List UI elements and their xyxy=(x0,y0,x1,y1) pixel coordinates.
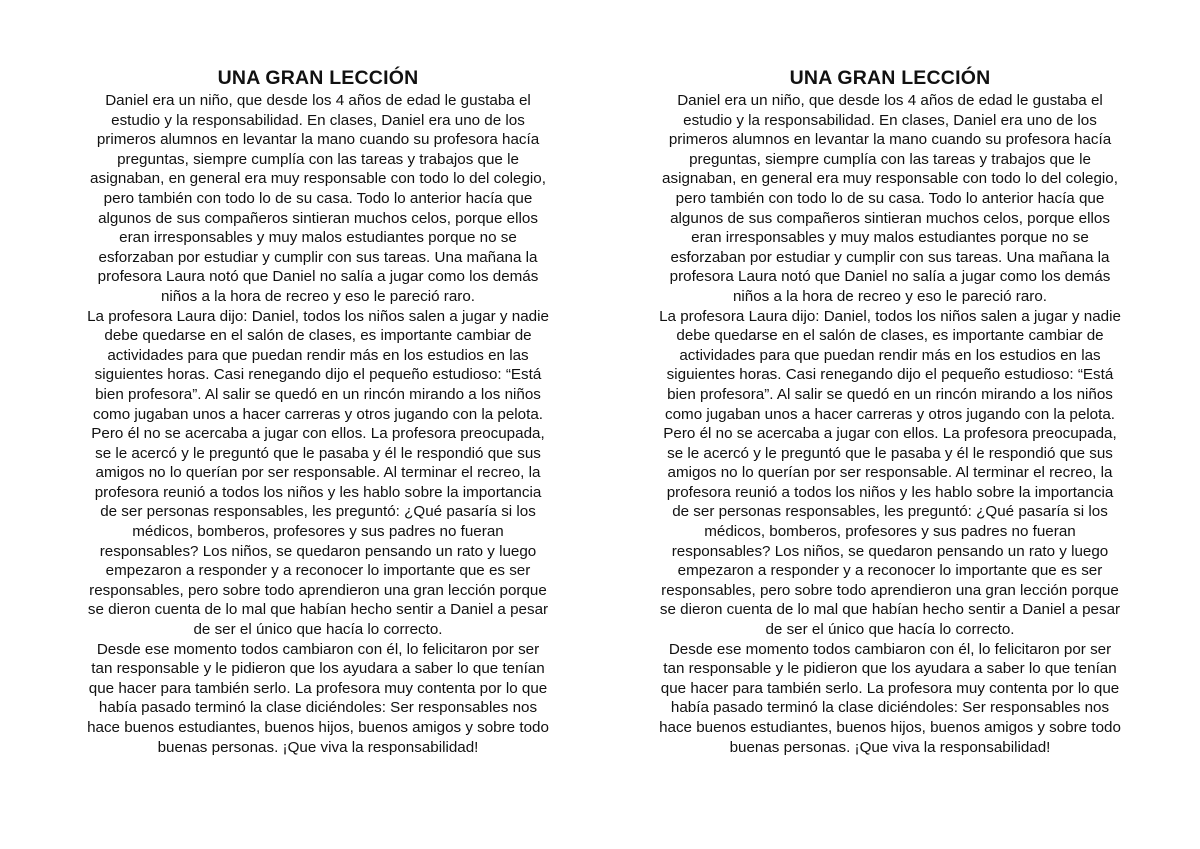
text-line: médicos, bomberos, profesores y sus padres no fueran xyxy=(704,523,1076,541)
text-line: de ser personas responsables, les preguntó: ¿Qué pasaría si los xyxy=(100,503,536,521)
text-line: eran irresponsables y muy malos estudiantes porque no se xyxy=(691,229,1089,247)
text-line: La profesora Laura dijo: Daniel, todos los niños salen a jugar y nadie xyxy=(659,307,1121,325)
text-line: asignaban, en general era muy responsable con todo lo del colegio, xyxy=(662,170,1118,188)
text-line: hace buenos estudiantes, buenos hijos, buenos amigos y sobre todo xyxy=(87,719,549,736)
text-line: responsables, pero sobre todo aprendieron una gran lección porque xyxy=(89,581,547,599)
text-line: niños a la hora de recreo y eso le pareció raro. xyxy=(160,287,476,305)
story-body xyxy=(630,91,1150,757)
text-line: actividades para que puedan rendir más en los estudios en las xyxy=(679,346,1101,364)
story-paragraph xyxy=(58,307,578,640)
story-paragraph xyxy=(630,307,1150,640)
text-line: preguntas, siempre cumplía con las tareas y trabajos que le xyxy=(689,150,1091,168)
text-line: había pasado terminó la clase diciéndoles: Ser responsables nos xyxy=(98,699,538,717)
text-line: de ser el único que hacía lo correcto. xyxy=(765,621,1015,639)
text-line: siguientes horas. Casi renegando dijo el pequeño estudioso: “Está xyxy=(666,366,1114,384)
text-line: algunos de sus compañeros sintieran muchos celos, porque ellos xyxy=(670,209,1110,227)
text-line: profesora Laura notó que Daniel no salía a jugar como los demás xyxy=(669,268,1111,286)
text-line: se le acercó y le preguntó que le pasaba y él le respondió que sus xyxy=(95,444,541,462)
story-paragraph xyxy=(630,640,1150,758)
text-line: esforzaban por estudiar y cumplir con sus tareas. Una mañana la xyxy=(670,248,1110,266)
story-paragraph xyxy=(58,91,578,307)
text-line: profesora reunió a todos los niños y les hablo sobre la importancia xyxy=(666,483,1114,501)
text-line: que hacer para también serlo. La profesora muy contenta por lo que xyxy=(660,679,1120,697)
text-line: pero también con todo lo de su casa. Todo lo anterior hacía que xyxy=(675,189,1105,207)
text-line: Pero él no se acercaba a jugar con ellos. La profesora preocupada, xyxy=(663,425,1117,443)
text-line: bien profesora”. Al salir se quedó en un rincón mirando a los niños xyxy=(667,385,1113,403)
text-line: médicos, bomberos, profesores y sus padres no fueran xyxy=(132,523,504,541)
text-line: Daniel era un niño, que desde los 4 años de edad le gustaba el xyxy=(677,92,1103,109)
text-line: profesora Laura notó que Daniel no salía a jugar como los demás xyxy=(97,268,539,286)
text-line: de ser personas responsables, les preguntó: ¿Qué pasaría si los xyxy=(672,503,1108,521)
text-line: empezaron a responder y a reconocer lo importante que es ser xyxy=(105,562,531,580)
text-line: tan responsable y le pidieron que los ayudara a saber lo que tenían xyxy=(663,660,1117,678)
story-page-right xyxy=(630,66,1150,757)
text-line: debe quedarse en el salón de clases, es importante cambiar de xyxy=(676,327,1104,345)
text-line: algunos de sus compañeros sintieran muchos celos, porque ellos xyxy=(98,209,538,227)
text-line: Pero él no se acercaba a jugar con ellos. La profesora preocupada, xyxy=(91,425,545,443)
text-line: empezaron a responder y a reconocer lo importante que es ser xyxy=(677,562,1103,580)
text-line: bien profesora”. Al salir se quedó en un rincón mirando a los niños xyxy=(95,385,541,403)
text-line: siguientes horas. Casi renegando dijo el pequeño estudioso: “Está xyxy=(94,366,542,384)
text-line: estudio y la responsabilidad. En clases, Daniel era uno de los xyxy=(683,111,1097,129)
text-line: se dieron cuenta de lo mal que habían hecho sentir a Daniel a pesar xyxy=(659,601,1121,619)
text-line: buenas personas. ¡Que viva la responsabilidad! xyxy=(157,738,479,756)
text-line: esforzaban por estudiar y cumplir con sus tareas. Una mañana la xyxy=(98,248,538,266)
text-line: amigos no lo querían por ser responsable. Al terminar el recreo, la xyxy=(95,464,541,482)
text-line: primeros alumnos en levantar la mano cuando su profesora hacía xyxy=(96,131,540,149)
text-line: buenas personas. ¡Que viva la responsabilidad! xyxy=(729,738,1051,756)
text-line: La profesora Laura dijo: Daniel, todos los niños salen a jugar y nadie xyxy=(87,307,549,325)
text-line: estudio y la responsabilidad. En clases, Daniel era uno de los xyxy=(111,111,525,129)
text-line: que hacer para también serlo. La profesora muy contenta por lo que xyxy=(88,679,548,697)
text-line: de ser el único que hacía lo correcto. xyxy=(193,621,443,639)
text-line: responsables? Los niños, se quedaron pensando un rato y luego xyxy=(99,542,537,560)
story-paragraph xyxy=(58,640,578,758)
text-line: tan responsable y le pidieron que los ayudara a saber lo que tenían xyxy=(91,660,545,678)
text-line: había pasado terminó la clase diciéndoles: Ser responsables nos xyxy=(670,699,1110,717)
story-paragraph xyxy=(630,91,1150,307)
text-line: responsables, pero sobre todo aprendieron una gran lección porque xyxy=(661,581,1119,599)
story-title: UNA GRAN LECCIÓN xyxy=(217,67,419,89)
text-line: hace buenos estudiantes, buenos hijos, buenos amigos y sobre todo xyxy=(659,719,1121,736)
text-line: actividades para que puedan rendir más en los estudios en las xyxy=(107,346,529,364)
text-line: Daniel era un niño, que desde los 4 años de edad le gustaba el xyxy=(105,92,531,109)
text-line: debe quedarse en el salón de clases, es importante cambiar de xyxy=(104,327,532,345)
text-line: preguntas, siempre cumplía con las tareas y trabajos que le xyxy=(117,150,519,168)
text-line: pero también con todo lo de su casa. Todo lo anterior hacía que xyxy=(103,189,533,207)
story-title: UNA GRAN LECCIÓN xyxy=(789,67,991,89)
text-line: se le acercó y le preguntó que le pasaba y él le respondió que sus xyxy=(667,444,1113,462)
text-line: Desde ese momento todos cambiaron con él, lo felicitaron por ser xyxy=(668,640,1112,658)
text-line: se dieron cuenta de lo mal que habían hecho sentir a Daniel a pesar xyxy=(87,601,549,619)
text-line: amigos no lo querían por ser responsable. Al terminar el recreo, la xyxy=(667,464,1113,482)
text-line: responsables? Los niños, se quedaron pensando un rato y luego xyxy=(671,542,1109,560)
story-page-left xyxy=(58,66,578,757)
text-line: Desde ese momento todos cambiaron con él, lo felicitaron por ser xyxy=(96,640,540,658)
text-line: primeros alumnos en levantar la mano cuando su profesora hacía xyxy=(668,131,1112,149)
text-line: profesora reunió a todos los niños y les hablo sobre la importancia xyxy=(94,483,542,501)
text-line: asignaban, en general era muy responsable con todo lo del colegio, xyxy=(90,170,546,188)
text-line: como jugaban unos a hacer carreras y otros jugando con la pelota. xyxy=(665,405,1115,423)
text-line: niños a la hora de recreo y eso le pareció raro. xyxy=(732,287,1048,305)
text-line: eran irresponsables y muy malos estudiantes porque no se xyxy=(119,229,517,247)
text-line: como jugaban unos a hacer carreras y otros jugando con la pelota. xyxy=(93,405,543,423)
story-body xyxy=(58,91,578,757)
